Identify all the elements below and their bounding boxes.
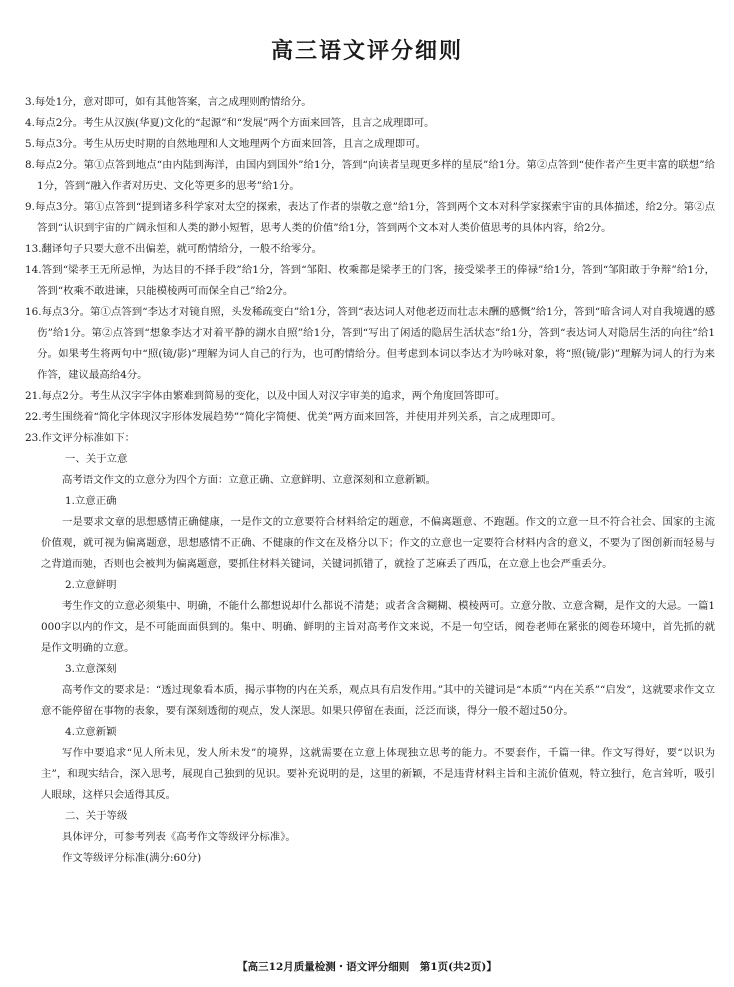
intent-intro: 高考语文作文的立意分为四个方面：立意正确、立意鲜明、立意深刻和立意新颖。 xyxy=(62,474,437,486)
subheading-correct: 1.立意正确 xyxy=(65,495,117,507)
grade-line-1: 具体评分，可参考列表《高考作文等级评分标准》。 xyxy=(62,831,296,843)
rubric-item-4: 4.每点2分。考生从汉族(华夏)文化的“起源”和“发展”两个方面来回答，且言之成理即可。 xyxy=(25,117,435,129)
paragraph-correct: 一是要求文章的思想感情正确健康，一是作文的立意要符合材料给定的题意，不偏离题意、不跑题。作文的立意一旦不符合社会、国家的主流价值观，就可视为偏离题意，思想感情不正确、不健康的作文在及格分以下；作文的立意也一定要符合材料内含的意义，不要为了图创新而轻易与之背道而驰，否则也会被判为偏离题意，要抓住材料关键词，关键词抓错了，就捡了芝麻丢了西瓜，在立意上也会严重丢分。 xyxy=(41,516,715,570)
rubric-item-21: 21.每点2分。考生从汉字字体由繁难到简易的变化，以及中国人对汉字审美的追求，两个角度回答即可。 xyxy=(25,390,506,402)
paragraph-novel: 写作中要追求“见人所未见，发人所未发”的境界，这就需要在立意上体现独立思考的能力。不要套作，千篇一律。作文写得好，要“以识为主”，和现实结合，深入思考，展现自己独到的见识。要补充说明的是，这里的新颖，不是违背材料主旨和主流价值观，特立独行，危言耸听，吸引人眼球，这样只会适得其反。 xyxy=(41,747,715,801)
rubric-item-23: 23.作文评分标准如下： xyxy=(25,432,136,444)
rubric-item-5: 5.每点3分。考生从历史时期的自然地理和人文地理两个方面来回答，且言之成理即可。 xyxy=(25,138,426,150)
grade-line-2: 作文等级评分标准(满分:60分) xyxy=(62,852,202,864)
rubric-item-16: 16.每点3分。第①点答到“李达才对镜自照，头发稀疏变白”给1分，答到“表达词人对他老迈而壮志未酬的感慨”给1分，答到“暗含词人对自我境遇的感伤”给1分。第②点答到“想象李达才对着平静的湖水自照”给1分，答到“写出了闲适的隐居生活状态”给1分，答到“表达词人对隐居生活的向往”给1分。如果考生将两句中“照(镜/影)”理解为词人自己的行为，也可酌情给分。但考虑到本词以李达才为吟咏对象，将“照(镜/影)”理解为词人的行为来作答，建议最高给4分。 xyxy=(25,306,715,381)
rubric-content xyxy=(25,92,715,869)
rubric-item-22: 22.考生围绕着“简化字体现汉字形体发展趋势”“简化字简便、优美”两方面来回答，并使用并列关系，言之成理即可。 xyxy=(25,411,562,423)
rubric-item-8: 8.每点2分。第①点答到地点“由内陆到海洋，由国内到国外”给1分，答到“向读者呈现更多样的星辰”给1分。第②点答到“使作者产生更丰富的联想”给1分，答到“融入作者对历史、文化等更多的思考”给1分。 xyxy=(25,159,715,192)
rubric-item-3: 3.每处1分，意对即可，如有其他答案，言之成理则酌情给分。 xyxy=(25,96,312,108)
subheading-novel: 4.立意新颖 xyxy=(65,726,117,738)
section-heading-intent: 一、关于立意 xyxy=(65,453,128,465)
paragraph-clear: 考生作文的立意必须集中、明确，不能什么都想说却什么都说不清楚；或者含含糊糊、模棱两可。立意分散、立意含糊，是作文的大忌。一篇1 000字以内的作文，是不可能面面俱到的。集中、明确、鲜明的主旨对高考作文来说，不是一句空话，阅卷老师在紧张的阅卷环境中，首先抓的就是作文明确的立意。 xyxy=(41,600,715,654)
page-footer: 【高三12月质量检测・语文评分细则 第1页(共2页)】 xyxy=(237,961,497,973)
page-title: 高三语文评分细则 xyxy=(270,39,463,64)
paragraph-deep: 高考作文的要求是：“透过现象看本质，揭示事物的内在关系，观点具有启发作用。”其中的关键词是“本质”“内在关系”“启发”，这就要求作文立意不能停留在事物的表象，要有深刻透彻的观点，发人深思。如果只停留在表面，泛泛而谈，得分一般不超过50分。 xyxy=(41,684,715,717)
rubric-item-14: 14.答到“梁孝王无所忌惮，为达目的不择手段”给1分，答到“邹阳、枚乘都是梁孝王的门客，接受梁孝王的俸禄”给1分，答到“邹阳敢于争辩”给1分，答到“枚乘不敢进谏，只能模棱两可而保全自己”给2分。 xyxy=(25,264,715,297)
section-heading-grade: 二、关于等级 xyxy=(65,810,128,822)
rubric-item-13: 13.翻译句子只要大意不出偏差，就可酌情给分，一般不给零分。 xyxy=(25,243,323,255)
subheading-deep: 3.立意深刻 xyxy=(65,663,117,675)
subheading-clear: 2.立意鲜明 xyxy=(65,579,117,591)
rubric-item-9: 9.每点3分。第①点答到“提到诸多科学家对太空的探索，表达了作者的崇敬之意”给1分，答到两个文本对科学家探索宇宙的具体描述，给2分。第②点答到“认识到宇宙的广阔永恒和人类的渺小短暂，思考人类的价值”给1分，答到两个文本对人类价值思考的具体内容，给2分。 xyxy=(25,201,715,234)
